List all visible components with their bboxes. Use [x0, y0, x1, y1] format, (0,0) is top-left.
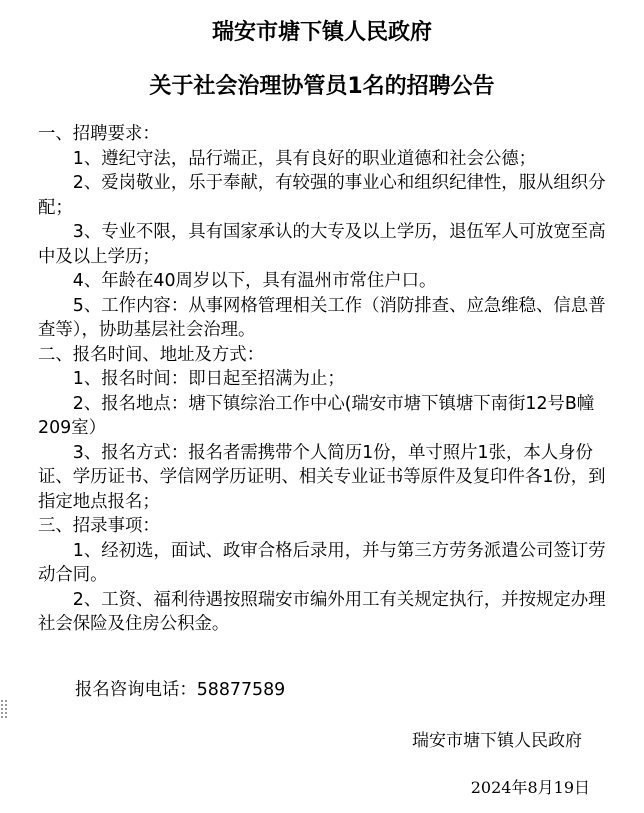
drag-handle-icon[interactable]	[1, 700, 9, 724]
hiring-item: 2、工资、福利待遇按照瑞安市编外用工有关规定执行，并按规定办理社会保险及住房公积金。	[38, 589, 606, 634]
signature-date: 2024年8月19日	[470, 778, 590, 797]
registration-item: 2、报名地点：塘下镇综治工作中心(瑞安市塘下镇塘下南街12号B幢209室）	[38, 393, 595, 438]
requirement-item: 5、工作内容：从事网格管理相关工作（消防排查、应急维稳、信息普查等），协助基层社会治理。	[38, 295, 606, 340]
requirement-item: 4、年龄在40周岁以下，具有温州市常住户口。	[72, 271, 437, 291]
requirement-item: 2、爱岗敬业，乐于奉献，有较强的事业心和组织纪律性，服从组织分配；	[38, 173, 606, 218]
registration-item: 1、报名时间：即日起至招满为止；	[72, 369, 345, 389]
hiring-item: 1、经初选，面试、政审合格后录用，并与第三方劳务派遣公司签订劳动合同。	[38, 540, 606, 585]
requirement-item: 3、专业不限，具有国家承认的大专及以上学历，退伍军人可放宽至高中及以上学历；	[38, 222, 606, 267]
registration-item: 3、报名方式：报名者需携带个人简历1份，单寸照片1张，本人身份证、学历证书、学信网学历证明、相关专业证书等原件及复印件各1份，到指定地点报名；	[38, 442, 606, 512]
document-title: 瑞安市塘下镇人民政府	[211, 20, 432, 45]
document-subtitle: 关于社会治理协管员1名的招聘公告	[149, 74, 495, 99]
document-body	[38, 122, 606, 637]
section-heading-registration: 二、报名时间、地址及方式：	[38, 344, 265, 365]
signature-org: 瑞安市塘下镇人民政府	[412, 731, 582, 751]
contact-phone: 报名咨询电话：58877589	[75, 680, 286, 700]
requirement-item: 1、遵纪守法，品行端正，具有良好的职业道德和社会公德；	[72, 148, 537, 169]
section-heading-requirements: 一、招聘要求：	[38, 124, 160, 144]
section-heading-hiring: 三、招录事项：	[38, 516, 160, 536]
